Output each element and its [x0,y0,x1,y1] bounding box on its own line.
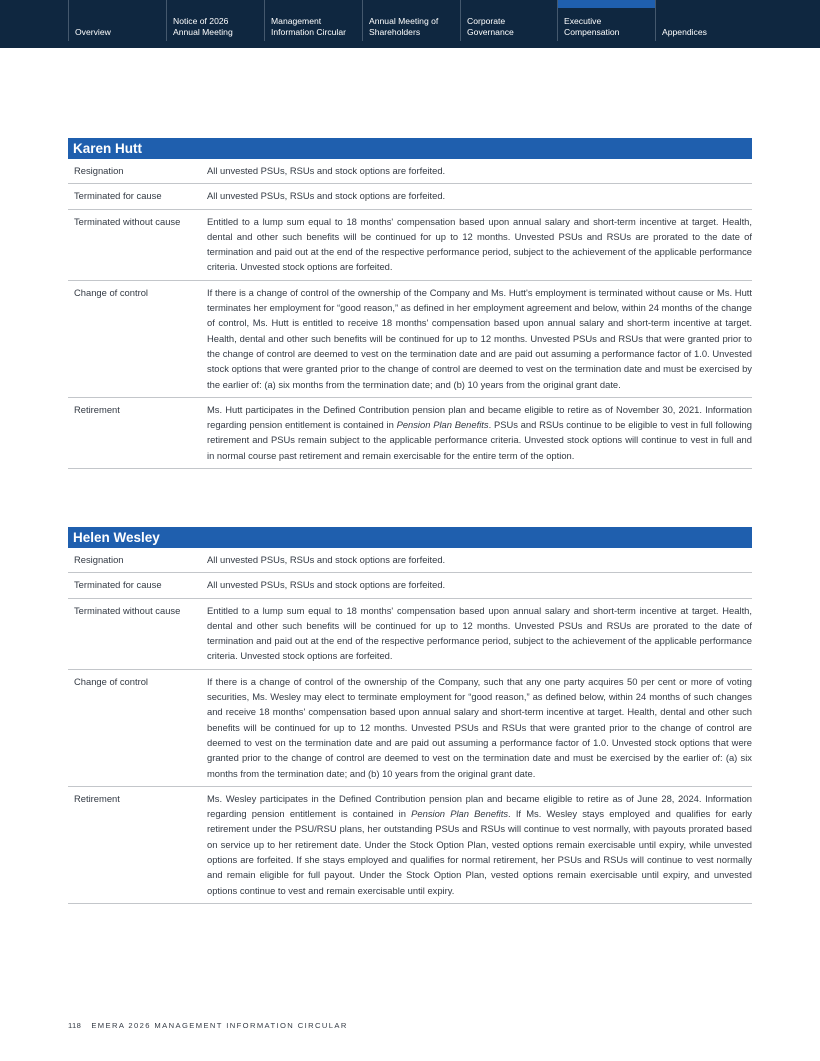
table-row-change-of-control [68,670,752,787]
tab-annual-meeting-of-shareholders[interactable] [362,0,459,41]
pension-plan-benefits-reference: Pension Plan Benefits [411,808,509,820]
table-row-change-of-control [68,281,752,398]
row-description: If there is a change of control of the ownership of the Company, such that any one party acquires 50 per cent or more of voting securities, Ms. Wesley may elect to terminate employment for “good reason,” as defined below, within 24 months of such changes and receive 18 months' compensation based upon annual salary and short-term incentive at target. Health, dental and other such benefits will be continued for up to 12 months. Unvested PSUs and RSUs that were granted prior to the change of control are deemed to vest on the termination date and are paid out assuming a performance factor of 1.0. Unvested stock options that were granted prior to the change of control are deemed to vest on the termination date and must be exercised by the earlier of: (a) six months from the termination date; and (b) 10 years from the original grant date. [207,675,752,779]
top-navigation [0,0,820,48]
tab-label-line2: Annual Meeting [173,27,233,37]
table-row-terminated-for-cause [68,184,752,209]
row-description-text: . If Ms. Wesley stays employed and qualifies for early retirement under the PSU/RSU plans, her outstanding PSUs and RSUs will continue to vest normally, with payouts prorated based on service up to her retirement date. Under the Stock Option Plan, vested options remain exercisable until expiry, while unvested options are forfeited. If she stays employed and qualifies for normal retirement, her PSUs and RSUs will continue to vest normally and remain eligible for full payout. Under the Stock Option Plan, vested options remain exercisable until expiry, and unvested options continue to vest and remain exercisable until expiry. [207,808,752,896]
row-description-text: Ms. Hutt participates in the Defined Contribution pension plan and became eligible to retire as of November 30, 2021. Information regarding pension entitlement is contained in [207,403,752,431]
tab-label-line1: Management [271,16,322,26]
row-label: Resignation [74,554,124,565]
row-label: Terminated for cause [74,579,162,591]
executive-name-header: Karen Hutt [68,138,752,159]
tab-overview[interactable] [68,0,165,41]
tab-label-line2: Overview [75,27,111,37]
pension-plan-benefits-reference: Pension Plan Benefits [396,419,489,431]
row-description [207,791,752,898]
table-row-terminated-for-cause [68,573,752,598]
row-description: Entitled to a lump sum equal to 18 months' compensation based upon annual salary and short-term incentive at target. Health, dental and other such benefits will be continued for up to 12 months. Unvested PSUs and RSUs are prorated to the date of termination and paid out at the end of the respective performance period, subject to the achievement of the applicable performance criteria. Unvested stock options are forfeited. [207,215,752,273]
row-label: Retirement [74,792,120,804]
executive-name-header: Helen Wesley [68,527,752,548]
row-label: Resignation [74,165,124,176]
tab-label-line2: Shareholders [369,27,421,37]
page-footer [68,1021,348,1030]
tab-corporate-governance[interactable] [460,0,557,41]
tab-label-line1: Corporate [467,16,506,26]
termination-table-helen-wesley [68,527,752,904]
row-label: Terminated for cause [74,190,162,202]
table-row-resignation [68,159,752,184]
row-description: All unvested PSUs, RSUs and stock options are forfeited. [207,554,446,565]
row-description: Entitled to a lump sum equal to 18 months' compensation based upon annual salary and short-term incentive at target. Health, dental and other such benefits will be continued for up to 12 months. Unvested PSUs and RSUs are prorated to the date of termination and paid out at the end of the respective performance period, subject to the achievement of the applicable performance criteria. Unvested stock options are forfeited. [207,604,752,662]
tab-label-line2: Governance [467,27,514,37]
row-label: Retirement [74,403,120,415]
document-title: EMERA 2026 MANAGEMENT INFORMATION CIRCULAR [91,1021,348,1030]
tab-label-line1: Executive [564,16,602,26]
table-row-resignation [68,548,752,573]
tab-label-line1: Annual Meeting of [369,16,439,26]
row-label: Terminated without cause [74,604,181,616]
tab-appendices[interactable] [655,0,752,41]
row-description [207,402,752,463]
row-description-text: Ms. Wesley participates in the Defined Contribution pension plan and became eligible to retire as of June 28, 2024. Information regarding pension entitlement is contained in [207,792,752,820]
page-number: 118 [68,1021,82,1030]
tab-label-line2: Compensation [564,27,620,37]
tab-executive-compensation[interactable] [557,0,655,41]
tab-label-line1: Notice of 2026 [173,16,229,26]
table-row-terminated-without-cause [68,599,752,670]
tab-label-line2: Information Circular [271,27,346,37]
termination-table-karen-hutt [68,138,752,469]
row-description: If there is a change of control of the ownership of the Company and Ms. Hutt's employment is terminated without cause or Ms. Hutt terminates her employment for “good reason,” as defined in her employment agreement and below, within 24 months of the change of control, Ms. Hutt is entitled to receive 18 months' compensation based upon annual salary and short-term incentive at target. Health, dental and other such benefits will be continued for up to 12 months. Unvested PSUs and RSUs that were granted prior to the change of control are deemed to vest on the termination date and are paid out assuming a performance factor of 1.0. Unvested stock options that were granted prior to the change of control are deemed to vest on the termination date and must be exercised by the earlier of: (a) six months from the termination date; and (b) 10 years from the original grant date. [207,286,752,390]
row-description-text: . PSUs and RSUs continue to be eligible to vest in full following retirement and PSUs remain subject to the applicable performance criteria. Unvested stock options will continue to vest in full and in normal course past retirement and remain exercisable for the entire term of the option. [207,419,752,461]
row-label: Change of control [74,675,149,687]
tab-notice-of-annual-meeting[interactable] [166,0,263,41]
row-label: Change of control [74,286,149,298]
row-description: All unvested PSUs, RSUs and stock options are forfeited. [207,190,446,202]
tab-label-line2: Appendices [662,27,707,37]
row-description: All unvested PSUs, RSUs and stock options are forfeited. [207,579,446,591]
table-row-retirement [68,398,752,469]
table-row-retirement [68,787,752,904]
table-row-terminated-without-cause [68,210,752,281]
tab-management-information-circular[interactable] [264,0,361,41]
row-description: All unvested PSUs, RSUs and stock options are forfeited. [207,165,446,176]
row-label: Terminated without cause [74,215,181,227]
